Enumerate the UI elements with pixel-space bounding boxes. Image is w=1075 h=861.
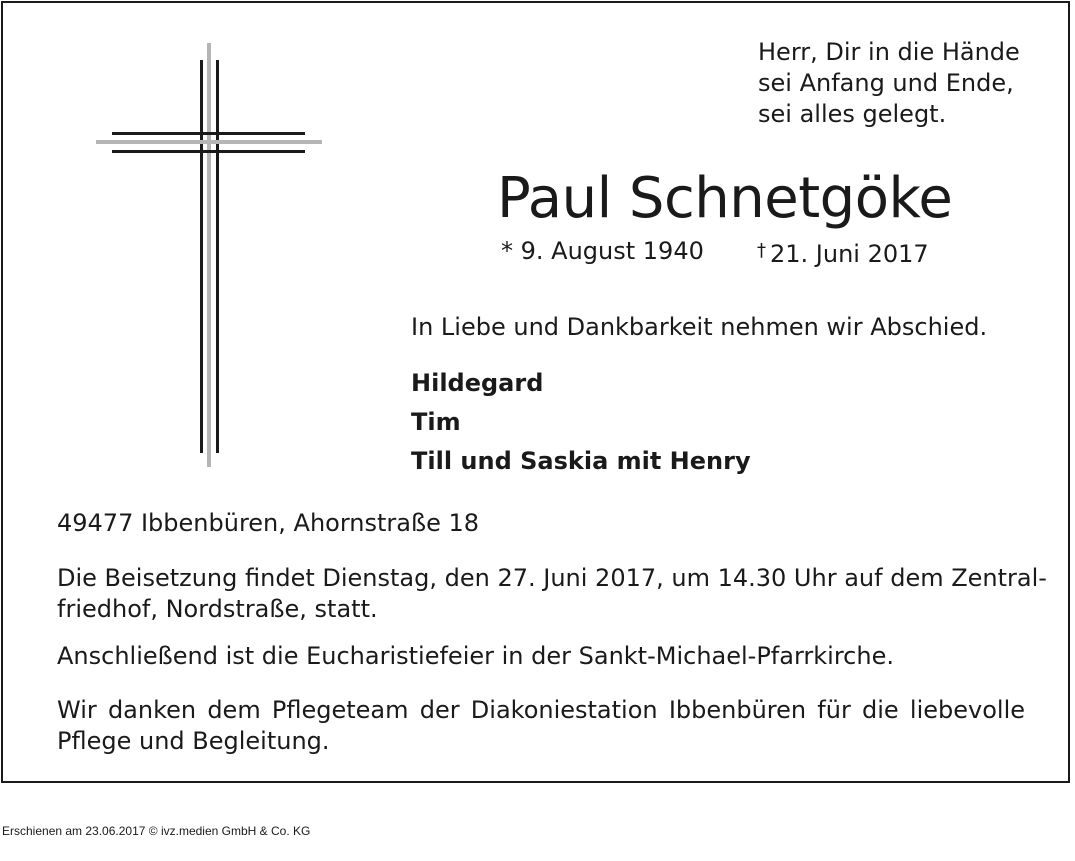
funeral-line: friedhof, Nordstraße, statt. — [57, 595, 378, 623]
farewell-text: In Liebe und Dankbarkeit nehmen wir Abschied. — [411, 313, 988, 341]
funeral-line: Die Beisetzung findet Dienstag, den 27. Juni 2017, um 14.30 Uhr auf dem Zentral- — [57, 564, 1047, 592]
mourner-name: Till und Saskia mit Henry — [411, 447, 751, 475]
mourner-name: Tim — [411, 408, 461, 436]
address: 49477 Ibbenbüren, Ahornstraße 18 — [57, 509, 480, 537]
verse-line: sei Anfang und Ende, — [758, 69, 1014, 97]
death-date-block — [757, 235, 929, 270]
thanks-line: Wir danken dem Pflegeteam der Diakoniestation Ibbenbüren für die liebevolle — [57, 696, 1025, 724]
thanks-line: Pflege und Begleitung. — [57, 727, 330, 755]
verse-line: Herr, Dir in die Hände — [758, 38, 1020, 66]
cross-icon — [3, 3, 343, 483]
dagger-icon: † — [757, 240, 766, 261]
funeral-info — [57, 563, 1047, 625]
publication-footer: Erschienen am 23.06.2017 © ivz.medien GmbH & Co. KG — [2, 824, 311, 838]
obituary-card — [1, 1, 1070, 783]
death-date: 21. Juni 2017 — [770, 240, 929, 268]
eucharist-info — [57, 641, 1025, 672]
birth-date: * 9. August 1940 — [501, 237, 704, 265]
verse-line: sei alles gelegt. — [758, 100, 947, 128]
verse — [758, 37, 1020, 130]
mourner-name: Hildegard — [411, 369, 544, 397]
thanks-text — [57, 695, 1025, 757]
deceased-name: Paul Schnetgöke — [497, 166, 953, 231]
eucharist-line: Anschließend ist die Eucharistiefeier in der Sankt-Michael-Pfarrkirche. — [57, 642, 894, 670]
